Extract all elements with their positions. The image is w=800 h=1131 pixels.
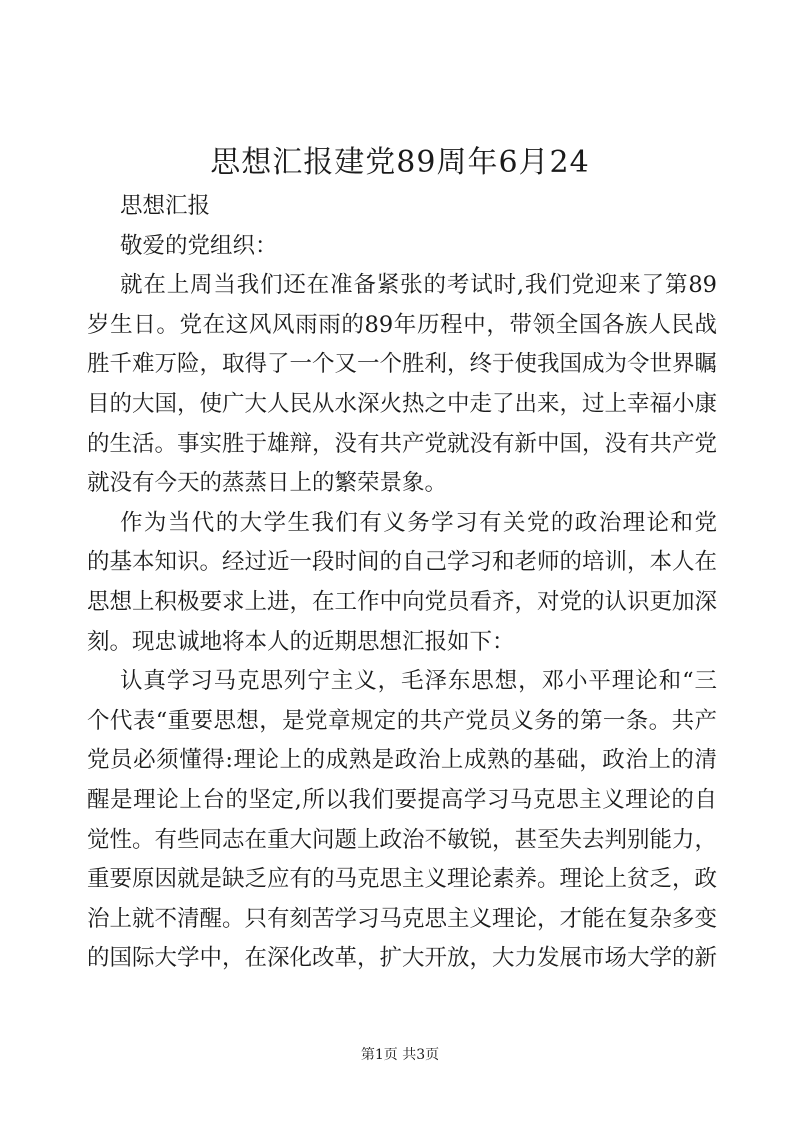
body-line: 作为当代的大学生我们有义务学习有关党的政治理论和党 (120, 509, 717, 536)
body-line: 思想上积极要求上进，在工作中向党员看齐，对党的认识更加深 (87, 588, 718, 615)
body-line: 的生活。事实胜于雄辩，没有共产党就没有新中国，没有共产党 (87, 430, 718, 457)
body-line: 思想汇报 (120, 193, 211, 219)
body-line: 刻。现忠诚地将本人的近期思想汇报如下： (87, 628, 515, 655)
body-line: 目的大国，使广大人民从水深火热之中走了出来，过上幸福小康 (87, 390, 718, 417)
document-title: 思想汇报建党89周年6月24 (210, 145, 590, 180)
body-line: 岁生日。党在这风风雨雨的89年历程中，带领全国各族人民战 (87, 311, 717, 338)
body-line: 觉性。有些同志在重大问题上政治不敏锐，甚至失去判别能力， (87, 826, 718, 853)
body-line: 个代表“重要思想，是党章规定的共产党员义务的第一条。共产 (87, 707, 717, 734)
body-line: 敬爱的党组织： (120, 232, 278, 259)
body-line: 的基本知识。经过近一段时间的自己学习和老师的培训，本人在 (87, 549, 718, 576)
body-line: 治上就不清醒。只有刻苦学习马克思主义理论，才能在复杂多变 (87, 905, 718, 932)
body-line: 胜千难万险，取得了一个又一个胜利，终于使我国成为令世界瞩 (87, 351, 718, 378)
body-line: 重要原因就是缺乏应有的马克思主义理论素养。理论上贫乏，政 (87, 866, 718, 893)
document-body (87, 187, 717, 979)
page-footer: 第1页 共3页 (360, 1047, 440, 1063)
body-line: 认真学习马克思列宁主义，毛泽东思想，邓小平理论和“三 (120, 668, 717, 695)
body-line: 就在上周当我们还在准备紧张的考试时,我们党迎来了第89 (120, 272, 717, 299)
body-line: 醒是理论上台的坚定,所以我们要提高学习马克思主义理论的自 (87, 786, 717, 813)
body-line: 的国际大学中，在深化改革，扩大开放，大力发展市场大学的新 (87, 945, 718, 972)
body-line: 党员必须懂得:理论上的成熟是政治上成熟的基础，政治上的清 (87, 747, 717, 774)
body-line: 就没有今天的蒸蒸日上的繁荣景象。 (87, 470, 448, 497)
